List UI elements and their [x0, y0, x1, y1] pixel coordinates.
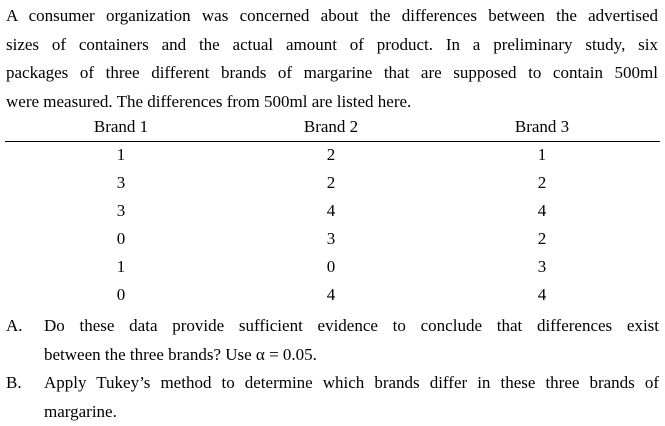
statement-line: sizes of containers and the actual amount of product. In a preliminary study, six [6, 31, 658, 60]
table-row [0, 145, 665, 169]
table-cell: 1 [117, 145, 126, 165]
table-cell: 3 [117, 173, 126, 193]
statement-line: packages of three different brands of margarine that are supposed to contain 500ml [6, 59, 658, 88]
table-row [0, 257, 665, 281]
problem-statement [6, 2, 658, 116]
table-cell: 0 [327, 257, 336, 277]
column-header-brand-1: Brand 1 [94, 117, 148, 137]
question-text-line: Do these data provide sufficient evidence to conclude that differences exist [44, 312, 659, 341]
table-cell: 3 [538, 257, 547, 277]
table-row [0, 229, 665, 253]
question-text-line: Apply Tukey’s method to determine which brands differ in these three brands of [44, 369, 659, 398]
table-row [0, 173, 665, 197]
table-row [0, 285, 665, 309]
question-label: B. [6, 369, 22, 398]
question-label: A. [6, 312, 23, 341]
table-cell: 0 [117, 285, 126, 305]
table-cell: 1 [538, 145, 547, 165]
table-cell: 2 [327, 145, 336, 165]
table-cell: 4 [538, 201, 547, 221]
table-cell: 2 [327, 173, 336, 193]
table-cell: 4 [538, 285, 547, 305]
statement-line: were measured. The differences from 500ml are listed here. [6, 88, 658, 117]
table-cell: 3 [327, 229, 336, 249]
question-text-line: between the three brands? Use α = 0.05. [44, 341, 659, 370]
table-header-row [0, 117, 665, 141]
statement-line: A consumer organization was concerned about the differences between the advertised [6, 2, 658, 31]
table-cell: 4 [327, 285, 336, 305]
question-text-line: margarine. [44, 398, 659, 426]
table-cell: 4 [327, 201, 336, 221]
column-header-brand-3: Brand 3 [515, 117, 569, 137]
table-cell: 0 [117, 229, 126, 249]
table-cell: 3 [117, 201, 126, 221]
table-cell: 2 [538, 173, 547, 193]
header-rule [5, 141, 660, 142]
column-header-brand-2: Brand 2 [304, 117, 358, 137]
table-row [0, 201, 665, 225]
table-cell: 1 [117, 257, 126, 277]
table-cell: 2 [538, 229, 547, 249]
